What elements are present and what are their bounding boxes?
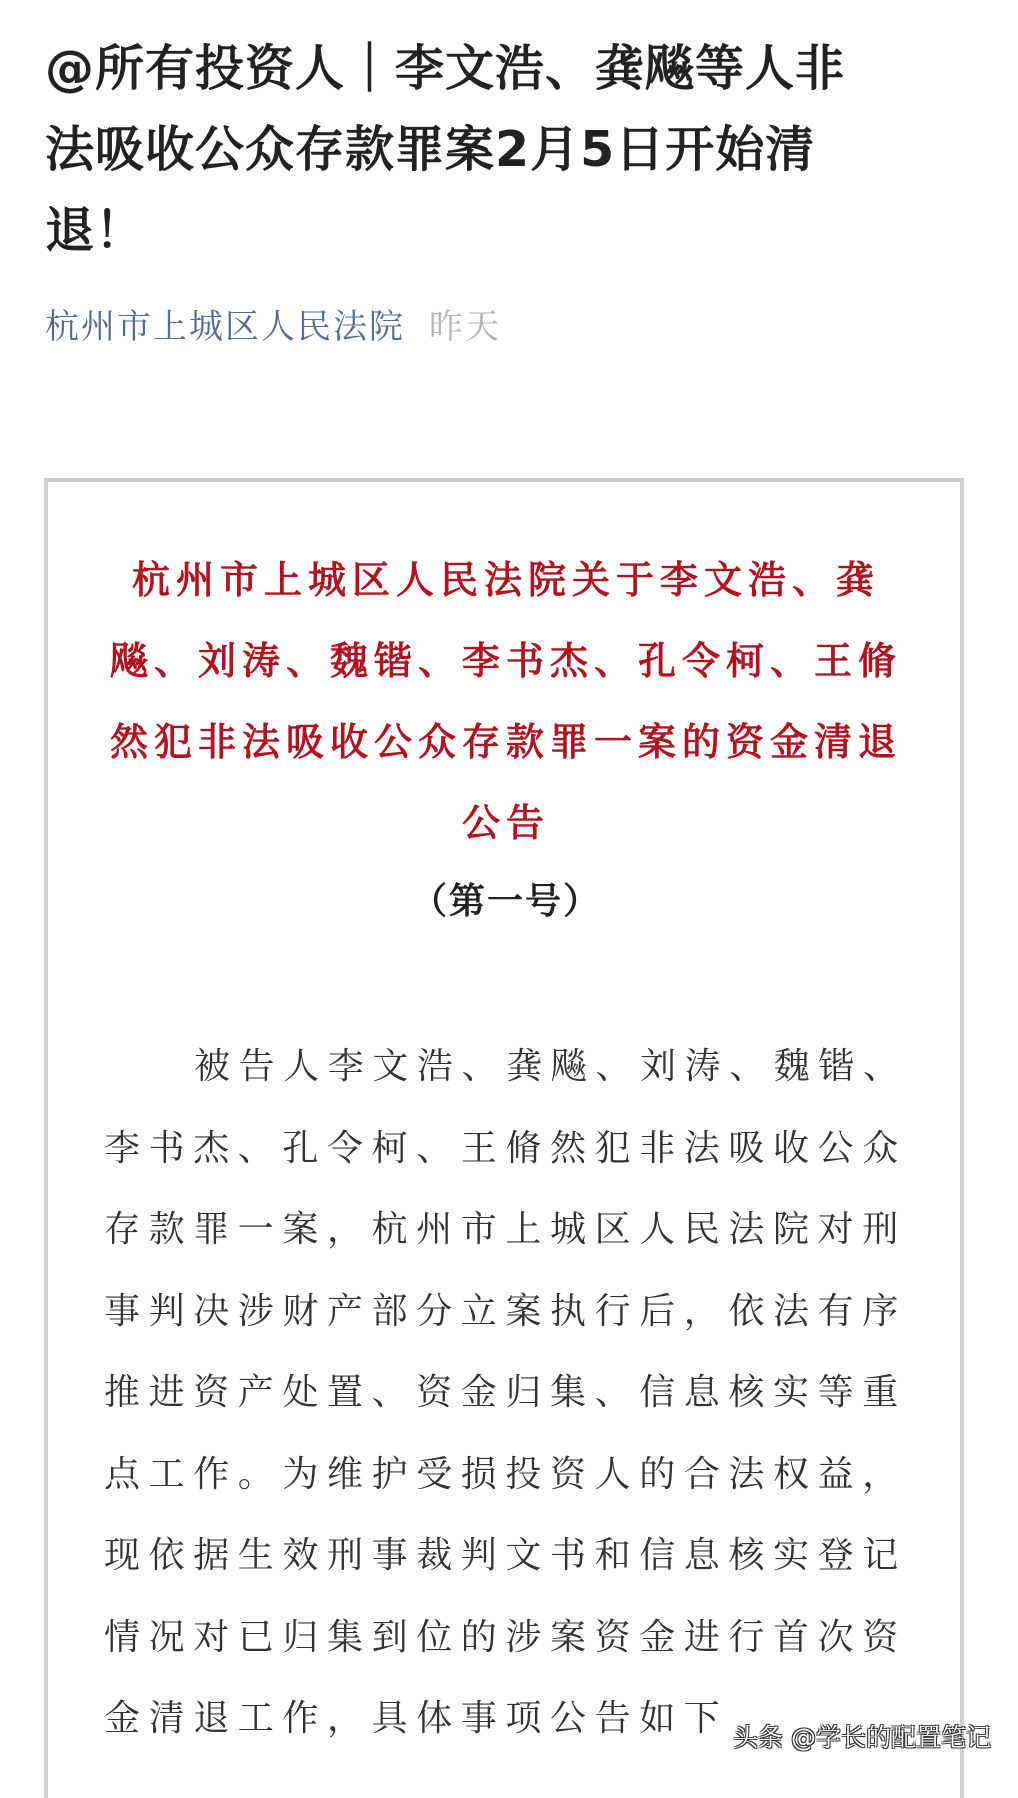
article-title	[45, 28, 985, 271]
article-meta	[45, 305, 501, 349]
notice-body	[104, 1026, 924, 1760]
notice-heading	[48, 540, 964, 864]
article-title-line: 退！	[45, 202, 146, 259]
article-title-line: 法吸收公众存款罪案2月5日开始清	[45, 121, 816, 178]
notice-heading-line: 杭州市上城区人民法院关于李文浩、龚	[131, 558, 880, 602]
notice-number: （第一号）	[410, 881, 601, 922]
body-line: 被告人李文浩、龚飚、刘涛、魏锴、	[194, 1046, 908, 1087]
notice-heading-line: 飚、刘涛、魏锴、李书杰、孔令柯、王脩	[109, 639, 902, 683]
body-line: 推进资产处置、资金归集、信息核实等重	[104, 1372, 907, 1413]
watermark: 头条 @学长的配置笔记	[733, 1723, 991, 1752]
body-line: 情况对已归集到位的涉案资金进行首次资	[104, 1616, 907, 1658]
body-line: 存款罪一案，杭州市上城区人民法院对刑	[104, 1209, 907, 1250]
publish-date: 昨天	[429, 307, 501, 347]
article-title-line: @所有投资人｜李文浩、龚飚等人非	[45, 40, 846, 97]
body-line: 事判决涉财产部分立案执行后，依法有序	[104, 1290, 907, 1332]
notice-heading-line: 然犯非法吸收公众存款罪一案的资金清退	[109, 720, 902, 764]
author-link[interactable]: 杭州市上城区人民法院	[45, 307, 405, 347]
body-line: 李书杰、孔令柯、王脩然犯非法吸收公众	[104, 1127, 907, 1169]
body-line: 金清退工作，具体事项公告如下	[104, 1698, 729, 1739]
body-line: 点工作。为维护受损投资人的合法权益，	[104, 1453, 907, 1495]
notice-heading-line: 公告	[461, 801, 550, 845]
body-line: 现依据生效刑事裁判文书和信息核实登记	[104, 1535, 907, 1576]
